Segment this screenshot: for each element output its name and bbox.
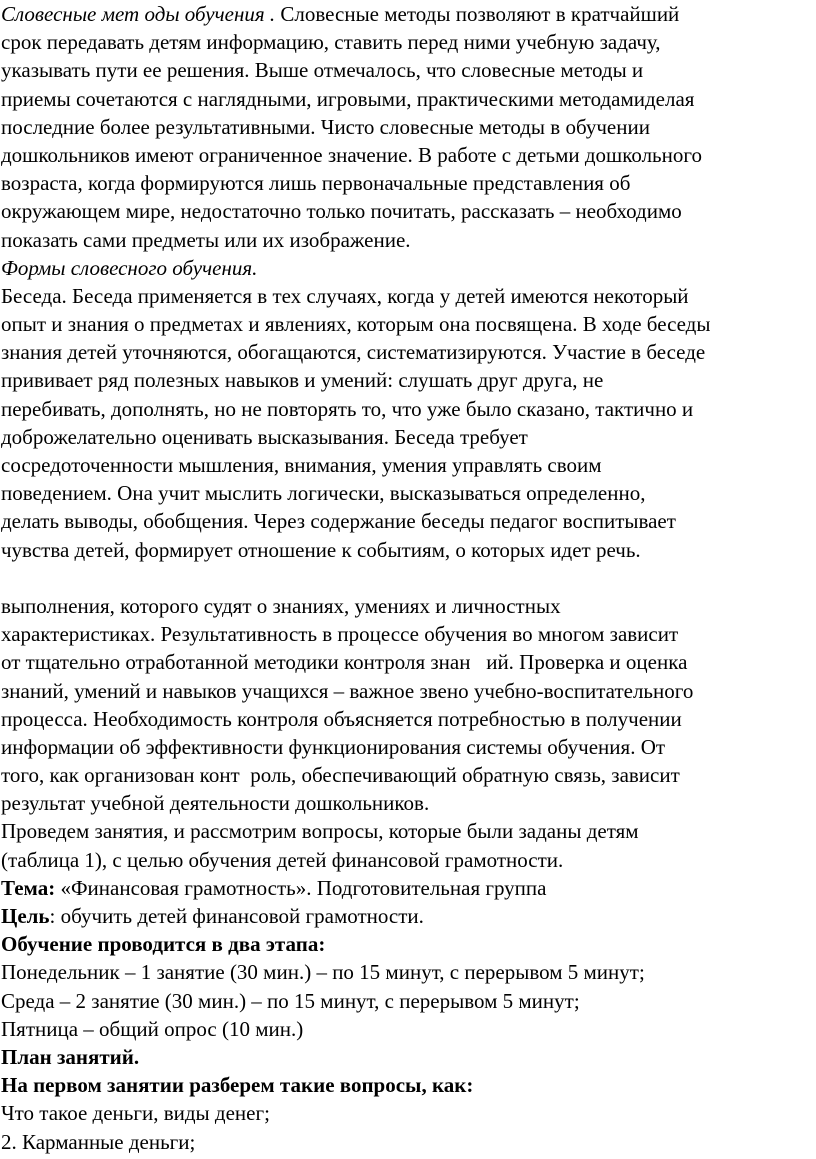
text-line: Проведем занятия, и рассмотрим вопросы, которые были заданы детям — [1, 819, 639, 844]
text-line: возраста, когда формируются лишь первоначальные представления об — [1, 171, 631, 196]
text-line: показать сами предметы или их изображение. — [1, 227, 411, 252]
plan-heading: План занятий. — [1, 1044, 140, 1069]
text-line: информации об эффективности функционирования системы обучения. От — [1, 734, 666, 759]
text-line: результат учебной деятельности дошкольников. — [1, 791, 430, 816]
document-page — [1, 0, 816, 1156]
section-title-verbal-methods: Словесные мет оды обучения . — [1, 2, 281, 26]
list-item: Что такое деньги, виды денег; — [1, 1101, 270, 1126]
text-run: Словесные методы позволяют в кратчайший — [280, 2, 680, 26]
section-title-verbal-forms: Формы словесного обучения. — [1, 255, 258, 280]
text-line: чувства детей, формирует отношение к событиям, о которых идет речь. — [1, 537, 641, 562]
text-line: знаний, умений и навыков учащихся – важное звено учебно-воспитательного — [1, 678, 694, 703]
text-line: характеристиках. Результативность в процессе обучения во многом зависит — [1, 622, 679, 647]
text-line: окружающем мире, недостаточно только почитать, рассказать – необходимо — [1, 199, 682, 224]
text-line — [1, 902, 816, 930]
text-line: срок передавать детям информацию, ставить перед ними учебную задачу, — [1, 30, 661, 55]
text-line: знания детей уточняются, обогащаются, систематизируются. Участие в беседе — [1, 340, 706, 365]
text-line: поведением. Она учит мыслить логически, высказываться определенно, — [1, 481, 646, 506]
text-line: (таблица 1), с целью обучения детей финансовой грамотности. — [1, 847, 564, 872]
list-item: 2. Карманные деньги; — [1, 1129, 196, 1154]
text-line: выполнения, которого судят о знаниях, умениях и личностных — [1, 593, 561, 618]
text-line: того, как организован конт роль, обеспечивающий обратную связь, зависит — [1, 763, 680, 788]
schedule-item: Среда – 2 занятие (30 мин.) – по 15 минут, с перерывом 5 минут; — [1, 988, 580, 1013]
goal-value: : обучить детей финансовой грамотности. — [49, 904, 424, 928]
text-line: Беседа. Беседа применяется в тех случаях, когда у детей имеются некоторый — [1, 283, 689, 308]
schedule-item: Понедельник – 1 занятие (30 мин.) – по 15 минут, с перерывом 5 минут; — [1, 960, 645, 985]
text-line — [1, 564, 816, 592]
text-line — [1, 0, 816, 28]
topic-label: Тема: — [1, 875, 56, 900]
text-line: делать выводы, обобщения. Через содержание беседы педагог воспитывает — [1, 509, 676, 534]
text-line: сосредоточенности мышления, внимания, умения управлять своим — [1, 453, 602, 477]
topic-value: «Финансовая грамотность». Подготовительная группа — [55, 875, 547, 900]
text-line: прививает ряд полезных навыков и умений: слушать друг друга, не — [1, 368, 604, 393]
schedule-item: Пятница – общий опрос (10 мин.) — [1, 1016, 304, 1041]
text-line: опыт и знания о предметах и явлениях, которым она посвящена. В ходе беседы — [1, 312, 711, 337]
text-line: приемы сочетаются с наглядными, игровыми, практическими методамиделая — [1, 86, 695, 111]
text-line: доброжелательно оценивать высказывания. Беседа требует — [1, 424, 528, 449]
text-line: от тщательно отработанной методики контроля знан ий. Проверка и оценка — [1, 650, 688, 675]
text-line: последние более результативными. Чисто словесные методы в обучении — [1, 114, 650, 139]
text-line: перебивать, дополнять, но не повторять то, что уже было сказано, тактично и — [1, 396, 694, 421]
text-line: процесса. Необходимость контроля объясняется потребностью в получении — [1, 706, 682, 731]
text-line: дошкольников имеют ограниченное значение. В работе с детьми дошкольного — [1, 142, 702, 167]
goal-label: Цель — [1, 904, 50, 928]
stages-heading: Обучение проводится в два этапа: — [1, 932, 326, 957]
text-line: указывать пути ее решения. Выше отмечалось, что словесные методы и — [1, 58, 644, 83]
first-lesson-heading: На первом занятии разберем такие вопросы, как: — [1, 1073, 474, 1098]
text-line — [1, 874, 816, 902]
